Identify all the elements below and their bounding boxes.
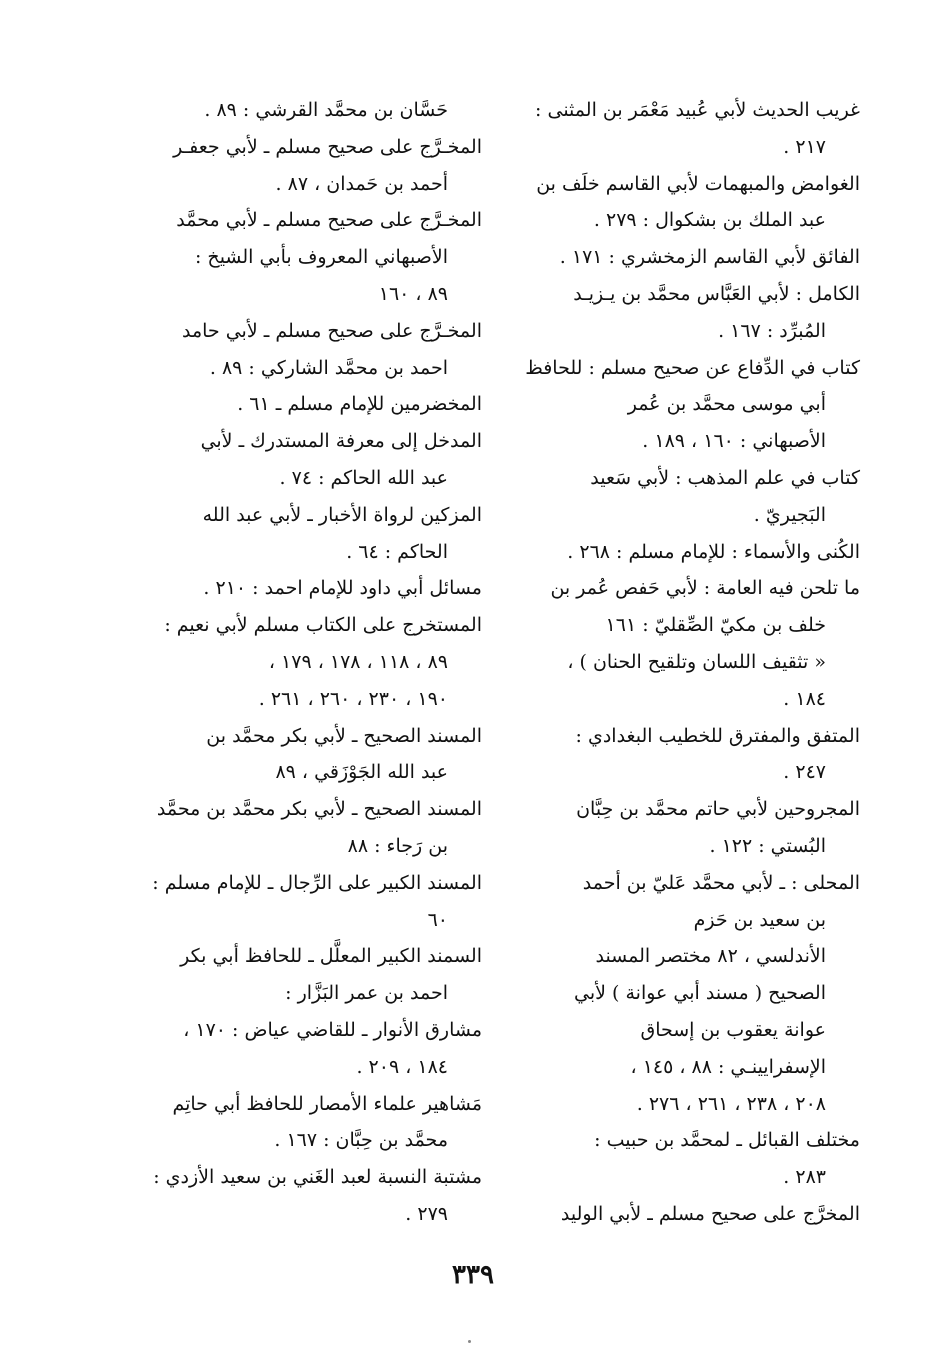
index-entry (114, 202, 482, 312)
entry-title: مسائل أبي داود للإمام احمد : ٢١٠ . (203, 577, 482, 600)
entry-title: المسند الصحيح ـ لأبي بكر محمَّد بن (206, 724, 482, 747)
entry-title: مشارق الأنوار ـ للقاضي عياض : ١٧٠ ، (183, 1018, 482, 1041)
entry-continuation: ٨٩ ، ١٦٠ (378, 282, 448, 305)
index-entry (114, 423, 482, 497)
index-entry (492, 460, 860, 534)
index-entry (492, 534, 860, 571)
entry-title: الكُنى والأسماء : للإمام مسلم : ٢٦٨ . (567, 540, 860, 563)
index-entry (114, 865, 482, 939)
index-entry (492, 1196, 860, 1233)
entry-title: مَشاهير علماء الأمصار للحافظ أبي حاتِم (172, 1092, 482, 1115)
entry-continuation: « تثقيف اللسان وتلقيح الحنان ) ، (567, 650, 826, 673)
entry-continuation: البَجيريّ . (753, 503, 826, 526)
entry-continuation: محمَّد بن حِبَّان : ١٦٧ . (274, 1129, 448, 1152)
entry-continuation: خلف بن مكيّ الصِّقليّ : ١٦١ (605, 614, 826, 637)
index-entry (492, 92, 860, 166)
index-entry (114, 1159, 482, 1233)
index-column-left (114, 92, 482, 1233)
entry-continuation: الحاكم : ٦٤ . (346, 540, 448, 563)
entry-continuation: احمد بن محمَّد الشاركي : ٨٩ . (209, 356, 448, 379)
entry-title: ما تلحن فيه العامة : لأبي حَفص عُمر بن (550, 577, 860, 600)
entry-continuation: ١٩٠ ، ٢٣٠ ، ٢٦٠ ، ٢٦١ . (258, 687, 448, 710)
entry-continuation: ١٨٤ ، ٢٠٩ . (356, 1055, 448, 1078)
entry-title: المستخرج على الكتاب مسلم لأبي نعيم : (164, 614, 482, 637)
entry-continuation: ٢٨٣ . (783, 1166, 826, 1189)
entry-title: المجروحين لأبي حاتم محمَّد بن حِبَّان (576, 798, 860, 821)
index-entry (492, 718, 860, 792)
index-entry (114, 386, 482, 423)
entry-title: السمند الكبير المعلَّل ـ للحافظ أبي بكر (180, 945, 482, 968)
entry-continuation: البُستي : ١٢٢ . (709, 834, 826, 857)
index-entry (114, 791, 482, 865)
index-entry (492, 1122, 860, 1196)
entry-continuation: عوانة يعقوب بن إسحاق (640, 1018, 826, 1041)
index-column-right (492, 92, 860, 1233)
entry-title: المخضرمين للإمام مسلم ـ ٦١ . (237, 393, 482, 416)
entry-continuation: ٨٩ ، ١١٨ ، ١٧٨ ، ١٧٩ ، (268, 650, 448, 673)
entry-continuation: الإسفرايينـي : ٨٨ ، ١٤٥ ، (630, 1055, 826, 1078)
index-entry (114, 1086, 482, 1160)
entry-continuation: بن سعيد بن حَزم (693, 908, 826, 931)
index-entry (114, 92, 482, 129)
entry-title: الفائق لأبي القاسم الزمخشري : ١٧١ . (559, 246, 860, 269)
entry-continuation: أحمد بن حَمدان ، ٨٧ . (275, 172, 448, 195)
entry-title: المخرَّج على صحيح مسلم ـ لأبي الوليد (560, 1202, 860, 1225)
entry-title: المخـرَّج على صحيح مسلم ـ لأبي حامد (181, 319, 482, 342)
entry-continuation: بن رَجاء : ٨٨ (347, 834, 448, 857)
entry-continuation: الأندلسي ، ٨٢ مختصر المسند (595, 945, 826, 968)
entry-continuation: ٦٠ (427, 908, 448, 931)
index-entry (492, 166, 860, 240)
entry-title: المتفق والمفترق للخطيب البغدادي : (575, 724, 860, 747)
index-entry (492, 350, 860, 460)
entry-title: المدخل إلى معرفة المستدرك ـ لأبي (200, 430, 482, 453)
index-entry (114, 570, 482, 607)
print-dot (468, 1340, 471, 1343)
entry-continuation: ١٨٤ . (783, 687, 826, 710)
entry-title: المخـرَّج على صحيح مسلم ـ لأبي جعفـر (173, 135, 482, 158)
entry-title: الكامل : لأبي العَبَّاس محمَّد بن يـزيـد (573, 282, 860, 305)
entry-title: حَسَّان بن محمَّد القرشي : ٨٩ . (204, 99, 448, 121)
entry-continuation: احمد بن عمر البَزَّار : (285, 982, 448, 1005)
index-entry (492, 865, 860, 1123)
entry-title: المسند الصحيح ـ لأبي بكر محمَّد بن محمَّد (156, 798, 482, 821)
index-entry (492, 239, 860, 276)
entry-title: كتاب في علم المذهب : لأبي سَعيد (590, 466, 860, 489)
entry-continuation: ٢٤٧ . (783, 761, 826, 784)
entry-title: مشتبة النسبة لعبد الغَني بن سعيد الأزدي : (153, 1166, 482, 1189)
entry-title: كتاب في الدِّفاع عن صحيح مسلم : للحافظ (525, 356, 860, 379)
index-entry (114, 938, 482, 1012)
index-entry (492, 791, 860, 865)
entry-continuation: الأصبهاني : ١٦٠ ، ١٨٩ . (642, 430, 826, 453)
entry-title: الغوامض والمبهمات لأبي القاسم خلَف بن (536, 172, 860, 195)
entry-continuation: الصحيح ( مسند أبي عوانة ) لأبي (574, 982, 826, 1005)
index-entry (114, 129, 482, 203)
entry-continuation: ٢١٧ . (783, 135, 826, 158)
page-number: ٣٣٩ (452, 1260, 494, 1290)
entry-continuation: عبد الملك بن بشكوال : ٢٧٩ . (593, 209, 826, 232)
entry-title: المحلى : ـ لأبي محمَّد عَليّ بن أحمد (582, 871, 860, 894)
index-entry (114, 718, 482, 792)
index-entry (114, 607, 482, 717)
index-entry (114, 313, 482, 387)
entry-continuation: ٢٧٩ . (405, 1202, 448, 1225)
index-entry (492, 570, 860, 717)
entry-continuation: الأصبهاني المعروف بأبي الشيخ : (194, 246, 448, 269)
entry-continuation: ٢٠٨ ، ٢٣٨ ، ٢٦١ ، ٢٧٦ . (636, 1092, 826, 1115)
entry-title: المخـرَّج على صحيح مسلم ـ لأبي محمَّد (176, 209, 482, 232)
entry-title: المسند الكبير على الرِّجال ـ للإمام مسلم : (152, 871, 482, 894)
entry-continuation: أبي موسى محمَّد بن عُمر (627, 393, 826, 416)
index-entry (492, 276, 860, 350)
entry-continuation: عبد الله الحاكم : ٧٤ . (279, 466, 448, 489)
entry-continuation: عبد الله الجَوْزَقي ، ٨٩ (275, 761, 448, 784)
entry-title: غريب الحديث لأبي عُبيد مَعْمَر بن المثنى : (535, 99, 860, 121)
index-entry (114, 497, 482, 571)
entry-title: مختلف القبائل ـ لمحمَّد بن حبيب : (594, 1129, 860, 1152)
entry-title: المزكين لرواة الأخبار ـ لأبي عبد الله (202, 503, 482, 526)
index-entry (114, 1012, 482, 1086)
entry-continuation: المُبرِّد : ١٦٧ . (718, 319, 826, 342)
